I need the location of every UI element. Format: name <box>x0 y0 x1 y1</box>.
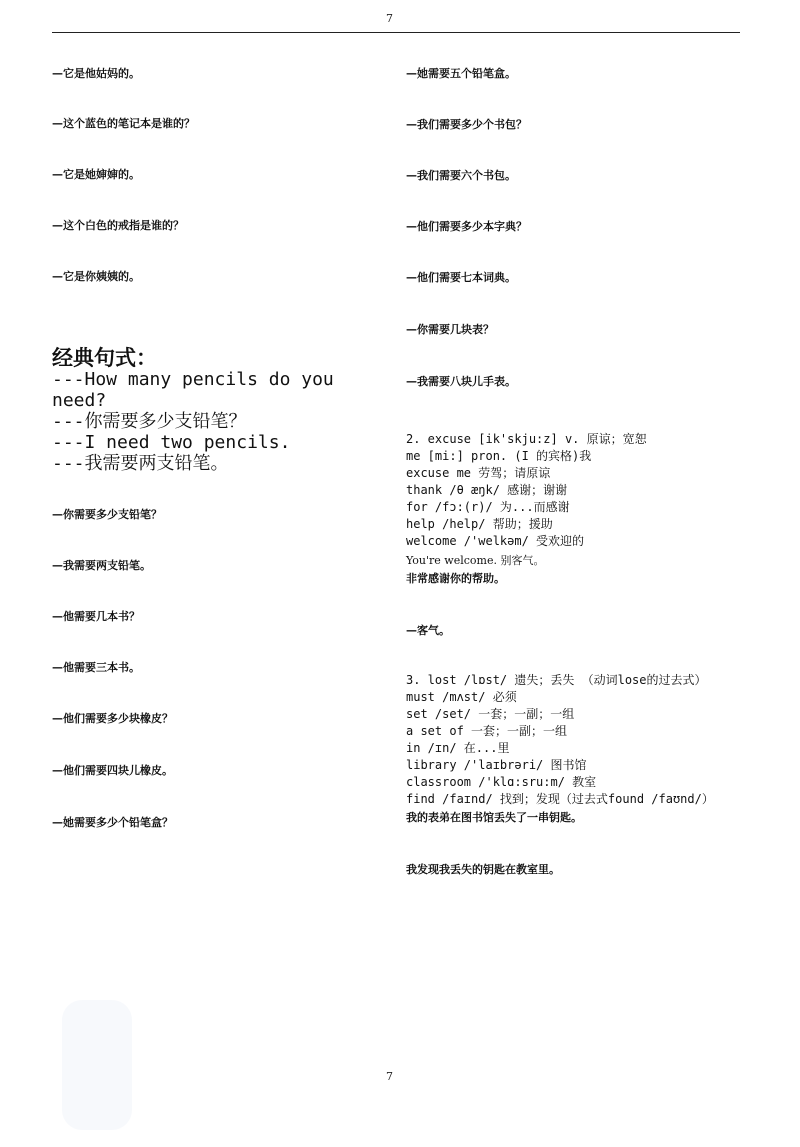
page-number-bottom: 7 <box>386 1070 393 1083</box>
dialogue-line: —我需要两支铅笔。 <box>52 559 151 572</box>
vocab-entry: must /mʌst/ 必须 <box>406 690 517 704</box>
dialogue-line: —客气。 <box>406 624 450 637</box>
vocab-entry: library /'laɪbrəri/ 图书馆 <box>406 758 587 772</box>
dialogue-line: —它是她婶婶的。 <box>52 168 140 181</box>
vocab-entry: thank /θ æŋk/ 感谢；谢谢 <box>406 483 568 497</box>
vocab-entry: excuse me 劳驾；请原谅 <box>406 466 551 480</box>
dialogue-line: —她需要多少个铅笔盒？ <box>52 816 173 829</box>
dialogue-line: —我们需要六个书包。 <box>406 169 516 182</box>
phrase-line: You're welcome. 别客气。 <box>406 554 545 567</box>
dialogue-line: —这个蓝色的笔记本是谁的？ <box>52 117 195 130</box>
dialogue-line: —我们需要多少个书包？ <box>406 118 527 131</box>
vocab-entry: set /set/ 一套；一副；一组 <box>406 707 575 721</box>
section-heading: 经典句式： <box>52 346 157 370</box>
dialogue-line: —你需要几块表？ <box>406 323 494 336</box>
header-rule <box>52 32 740 33</box>
dialogue-line: —我需要八块儿手表。 <box>406 375 516 388</box>
vocab-entry: welcome /'welkəm/ 受欢迎的 <box>406 534 585 548</box>
vocab-entry: a set of 一套；一副；一组 <box>406 724 568 738</box>
vocab-entry: find /faɪnd/ 找到；发现（过去式found /faʊnd/） <box>406 792 714 806</box>
vocab-entry: for /fɔ:(r)/ 为...而感谢 <box>406 500 570 514</box>
vocab-entry: 2. excuse [ik'skju:z] v. 原谅；宽恕 <box>406 432 647 446</box>
example-line: ---I need two pencils. <box>52 432 291 453</box>
dialogue-line: —他们需要四块儿橡皮。 <box>52 764 173 777</box>
example-line: ---How many pencils do you <box>52 369 334 390</box>
vocab-entry: help /help/ 帮助；援助 <box>406 517 553 531</box>
vocab-entry: in /ɪn/ 在...里 <box>406 741 510 755</box>
example-line: ---我需要两支铅笔。 <box>52 453 229 474</box>
sentence-line: 非常感谢你的帮助。 <box>406 572 505 585</box>
vocab-entry: me [mi:] pron. (I 的宾格)我 <box>406 449 592 463</box>
dialogue-line: —它是你姨姨的。 <box>52 270 140 283</box>
sentence-line: 我发现我丢失的钥匙在教室里。 <box>406 863 560 876</box>
dialogue-line: —这个白色的戒指是谁的？ <box>52 219 184 232</box>
dialogue-line: —他们需要多少本字典？ <box>406 220 527 233</box>
dialogue-line: —他需要几本书？ <box>52 610 140 623</box>
dialogue-line: —它是他姑妈的。 <box>52 67 140 80</box>
example-line: ---你需要多少支铅笔？ <box>52 411 247 432</box>
sentence-line: 我的表弟在图书馆丢失了一串钥匙。 <box>406 811 582 824</box>
vocab-entry: classroom /'klɑ:sru:m/ 教室 <box>406 775 597 789</box>
page-number-top: 7 <box>386 12 393 25</box>
example-line: need? <box>52 390 107 411</box>
dialogue-line: —你需要多少支铅笔？ <box>52 508 162 521</box>
dialogue-line: —他们需要多少块橡皮？ <box>52 712 173 725</box>
dialogue-line: —她需要五个铅笔盒。 <box>406 67 516 80</box>
vocab-entry: 3. lost /lɒst/ 遗失；丢失 （动词lose的过去式） <box>406 673 707 687</box>
dialogue-line: —他需要三本书。 <box>52 661 140 674</box>
dialogue-line: —他们需要七本词典。 <box>406 271 516 284</box>
scan-smudge <box>62 1000 132 1130</box>
